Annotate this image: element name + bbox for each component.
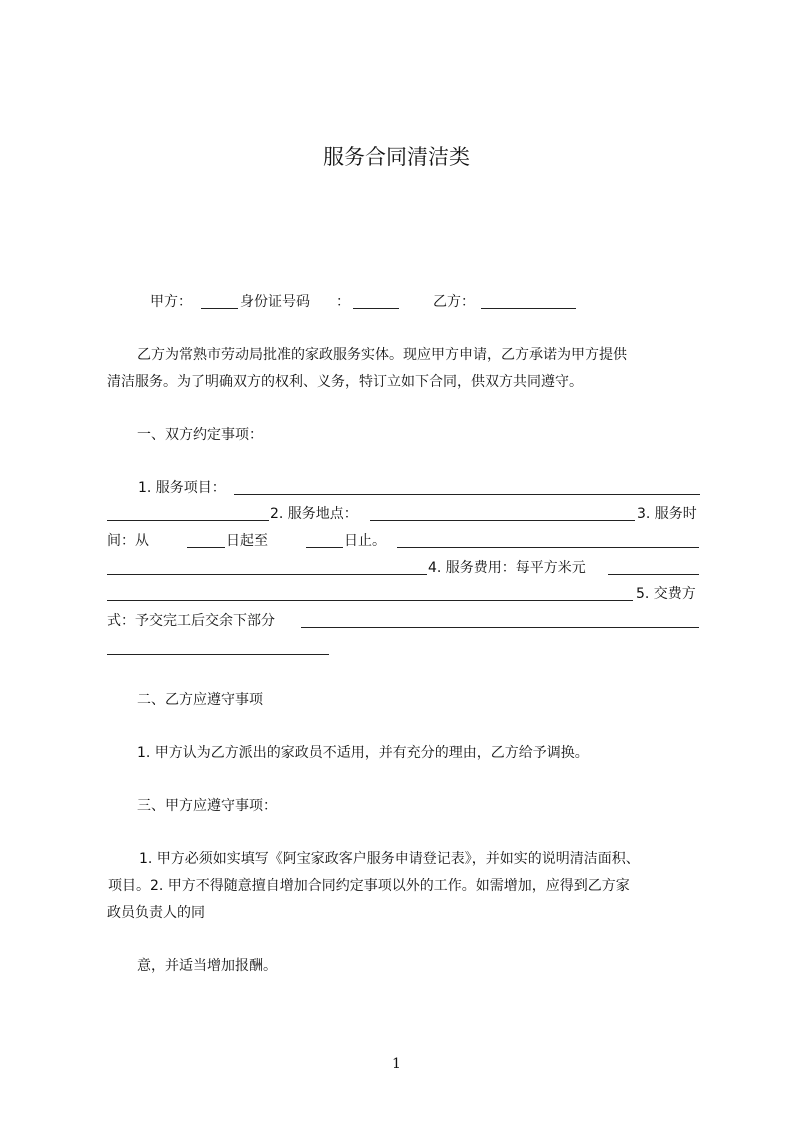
section-3-line-1: 1. 甲方必须如实填写《阿宝家政客户服务申请登记表》，并如实的说明清洁面积、: [139, 851, 640, 867]
id-number-label: 身份证号码: [240, 294, 310, 310]
party-a-label: 甲方：: [150, 294, 192, 310]
party-b-label: 乙方：: [433, 294, 475, 310]
item-payment-a: 5. 交费方: [636, 586, 696, 602]
section-1-heading: 一、双方约定事项：: [137, 427, 263, 443]
intro-line-1: 乙方为常熟市劳动局批准的家政服务实体。现应甲方申请，乙方承诺为甲方提供: [137, 347, 627, 363]
item-service-time-d: 日止。: [344, 533, 386, 549]
section-2-item-1: 1. 甲方认为乙方派出的家政员不适用，并有充分的理由，乙方给予调换。: [137, 745, 589, 761]
party-a-blank: [201, 308, 238, 309]
section-3-line-3: 政员负责人的同: [107, 905, 205, 921]
item-service-time-c: 日起至: [226, 533, 268, 549]
service-fee-blank-cont: [107, 600, 633, 601]
section-3-heading: 三、甲方应遵守事项：: [137, 798, 277, 814]
item-service-project: 1. 服务项目：: [138, 480, 226, 496]
document-title: 服务合同清洁类: [323, 145, 470, 169]
start-date-blank: [187, 547, 225, 548]
item-payment-b: 式：予交完工后交余下部分: [107, 613, 275, 629]
service-location-blank: [370, 520, 635, 521]
end-date-blank: [306, 547, 343, 548]
item-service-location: 2. 服务地点：: [270, 506, 358, 522]
party-b-blank: [481, 308, 576, 309]
page-number: 1: [392, 1056, 401, 1072]
payment-blank-cont: [107, 654, 329, 655]
service-time-blank-cont: [107, 574, 427, 575]
intro-line-2: 清洁服务。为了明确双方的权利、义务，特订立如下合同，供双方共同遵守。: [107, 374, 583, 390]
payment-blank: [301, 627, 699, 628]
section-3-line-2: 项目。2. 甲方不得随意擅自增加合同约定事项以外的工作。如需增加，应得到乙方家: [108, 878, 630, 894]
id-number-colon: ：: [336, 294, 350, 310]
service-project-blank-cont: [107, 520, 269, 521]
service-fee-blank: [608, 574, 699, 575]
service-project-blank: [234, 494, 700, 495]
item-service-time-b: 间：从: [107, 533, 149, 549]
service-time-blank: [397, 547, 699, 548]
section-3-line-4: 意，并适当增加报酬。: [137, 958, 277, 974]
id-number-blank: [353, 308, 399, 309]
item-service-fee: 4. 服务费用：每平方米元: [428, 560, 586, 576]
item-service-time-a: 3. 服务时: [637, 506, 697, 522]
section-2-heading: 二、乙方应遵守事项: [137, 692, 263, 708]
